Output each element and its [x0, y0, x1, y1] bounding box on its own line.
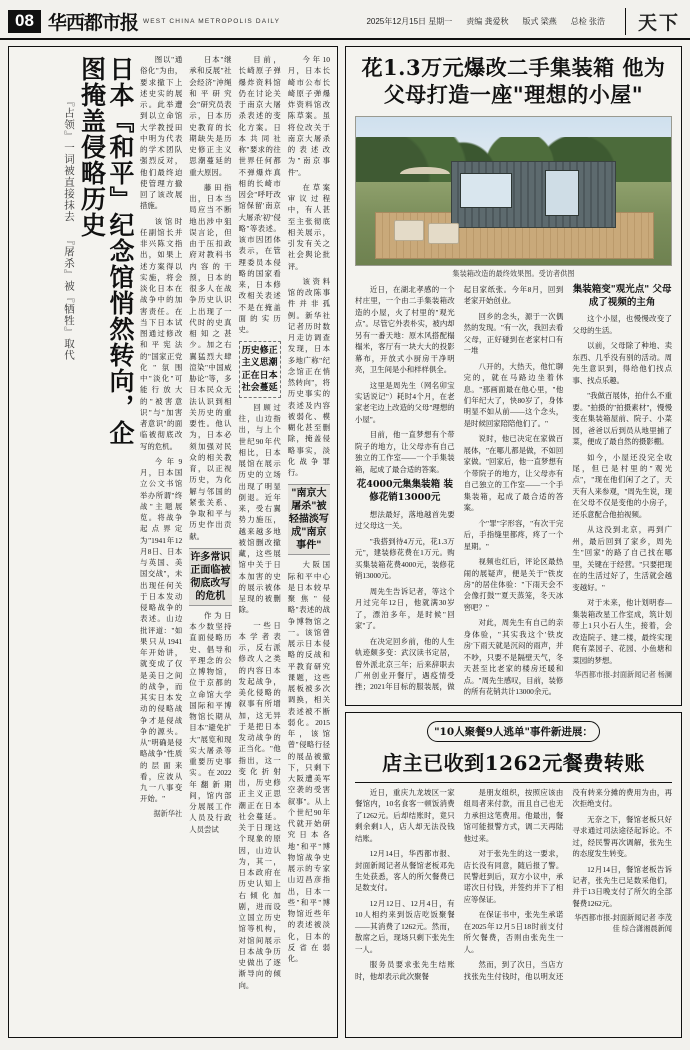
paragraph: 以前，父母除了种地、卖东西、几乎没有别的活动。周先生意识到，得给他们找点事、找点乐趣。	[572, 341, 672, 385]
paragraph: 服务员要求张先生结账时，他却表示此次聚餐	[355, 960, 455, 981]
paragraph: 回顾过往，山边指出，与上个世纪90年代相比，日本展馆在展示历史的立场出现了明显倒退。近年来，受右翼势力施压，越来越多地被馆删改撤藏，这些展馆中关于日本加害的史的展示被体呈现的被删除。	[238, 402, 281, 615]
paper-name: 华西都市报	[47, 11, 138, 34]
paragraph: 近日，在湖北孝感的一个村庄里，一个由二手集装箱改造的小屋，火了村里的"观光点"。尽管它外表朴实，被内却另有一番天地：原木风搭配榻榻米，客厅有一块大大的投影幕布，开放式小厨房干净明亮，卫生间是小和样样俱全。	[355, 284, 455, 375]
paragraph: 目前，他一直梦想有个带院子的地方，让父母亦有自己独立的工作室——一个手集装箱，起成了最合适的答案。	[355, 430, 455, 474]
paragraph: 今年9月，日本国立公文书馆举办所谓"终战"主题展览。将战争起点界定为"1941年12月8日、日本与英国、美国交战"，未出现任何关于日本发动侵略战争的表述。山边批评道："如果只从1941年开始讲，就变成了仅是美日之间的战争，而其实日本发动的侵略战争才是侵战争的源头。从"明确是侵略战争"性质的层面来看，应波从九一八事变开始。"	[140, 456, 183, 804]
paragraph: "我做百展体，拍什么不重要。"拍摄的"拍摄素材"，慢慢变在集装箱屋前、院子、小菜园，爸爸以后到员从地里捕了菜，便成了最自然的摄影棚。	[572, 391, 672, 447]
paragraph: 是朋友组织，按照应该由组局者来付款，而且自己也无力承担这笔费用。他最出，餐馆可能报警方式，调二天再陆他过来。	[463, 787, 564, 843]
paragraph: "我搭到待4万元，花1.3万元"，建装修花费在1万元。购买集装箱花费4000元，装修花销13000元。	[355, 536, 455, 581]
left-feature-title: 日本『和平』纪念馆悄然转向，企图掩盖侵略历史	[77, 56, 135, 446]
vertical-headline-group	[16, 54, 134, 1033]
dine-and-dash-body	[355, 787, 672, 983]
photo-lounge-chair	[394, 220, 424, 241]
masthead-meta	[366, 8, 680, 35]
paragraph: 想法最好，落地越首先要过父母这一关。	[355, 509, 455, 531]
paragraph: 这里是周先生（网名卯宝实话说记"）耗时4个月，在老家老宅边上改造的父母"理想的小屋"。	[355, 380, 455, 424]
publish-date: 2025年12月15日 星期一	[366, 16, 453, 26]
left-feature-byline: 据新华社	[153, 809, 183, 818]
paragraph: 大阪国际和平中心是日本较早聚焦"侵略"表述的战争博物馆之一。该馆曾展示日本侵略的反战和平教育研究课题，这些展板被多次调换，相关表述被不断弱化。2015年，该馆曾"侵略行径的展品被撤下，只剩下大阪遭美军空袭的受害叙事"。从上个世纪90年代就开始研究日本各地"和平"博物馆战争史展示的专家山辺昌彦指出，日本一些"和平"博物馆近些年的表述被淡化，日本的反省在弱化。	[287, 560, 330, 963]
proof-credit: 总检 张浩	[570, 16, 605, 26]
paragraph: 日本"继承和反展"社会经济"沖绳和平研究会"研究员表示，日本历史教育的长期缺失是历史修正主义思潮蔓延的重大原因。	[189, 55, 232, 177]
paragraph: 在决定回乡前，他的人生轨迹颇多变：武汉读书定居，曾外派北京三年；后来辞职去广州创业开餐厅，遇疫情受挫；2021年目标的服装展，做起目家纸张。今年8月，回到老家开始创业。	[355, 284, 564, 692]
layout-credit: 版式 梁燕	[522, 16, 557, 26]
masthead	[0, 0, 690, 40]
paragraph: 从这没到北京，再到广州，最后回到了家乡，周先生"回家"的路了自己找在哪里，关键在于经营。"只要把现在的生活过好了，生活就会越变越好。"	[572, 525, 672, 592]
left-column-4	[140, 54, 182, 1033]
section-title: 天下	[625, 8, 680, 35]
editor-credit: 责编 龚爱秋	[466, 16, 509, 26]
left-column-1	[288, 54, 330, 1033]
dine-and-dash-kicker-wrap	[355, 721, 672, 747]
paragraph: 今年10月，日本长崎市公布长崎原子弹爆炸资料馆改陈草案。虽将位改关于南京大屠杀的表述改为"南京事件"。	[287, 55, 330, 177]
photo-caption: 集装箱改造的最终效果图。受访者供图	[452, 269, 575, 278]
paragraph: 说时，他已决定在家做百展体，"在哪儿都是做，不如回家做。"回家后，他一直梦想有个带院子的地方，让父母亦有自己独立的工作室——一个手集装箱，起成了最合适的答案。	[463, 434, 564, 513]
paragraph: 然而，到了次日，当店方找张先生付钱时，他以明友还没有转来分摊的费用为由，再次拒绝支付。	[463, 787, 672, 981]
paragraph: 目前，长崎原子弹爆炸资料馆仍在讨论关于南京大屠杀表述的变化方案。日本共同社称"要求的往世界任何都不弹爆炸真相的长崎市因会"呼吁改馆保留'南京大屠杀'初"侵略"等表述。该市因团体表示，在管理委员本侵略的国家看来，日本修改相关表述不是在掩盖面的实历史。	[238, 55, 281, 334]
paragraph: 如今，小屋还没完全收尾，但已是村里的"观光点"，"现在他们闲了之了，天天有人来参观，"周先生说，现在父母不仅是变他的小房子，还乐意配合他拍视频。	[572, 452, 672, 519]
container-house-byline: 华西都市报-封面新闻记者 杨澜	[574, 670, 672, 679]
paragraph: 周先生告诉记者，等这个月过完年12日，他就满30岁了，漂泊多年，是时候"回家"了。	[355, 586, 455, 631]
paragraph: 无奈之下，餐馆老板只好寻求通过司法途径起诉论。不过，经民警再次调解，张先生的态度发生转变。	[572, 814, 672, 859]
container-house-subhead-1: 花4000元集集装箱 装修花销13000元	[356, 479, 453, 504]
paragraph: 作为日本少数坚持直面侵略历史、倡导和平理念的公立博物馆，位于京都的立命馆大学国际和平博物馆长期从目本"避免扩大"展览和现实大屠杀等重要历史事实。在2022年翻新期间，馆内部分展展工作人员及行政人员尝试	[189, 610, 232, 834]
paper-name-english: WEST CHINA METROPOLIS DAILY	[142, 17, 281, 25]
left-subhead-1: "南京大屠杀"被轻描淡写成"南京事件"	[288, 484, 330, 555]
paragraph: 在保证书中，张先生承诺在2025年12月5日18时前支付所欠餐费，否则由张先生一人。	[463, 910, 564, 954]
dine-and-dash-kicker: "10人聚餐9人逃单"事件新进展：	[427, 721, 600, 742]
paragraph: 这个小屋，也慢慢改变了父母的生活。	[572, 314, 672, 335]
left-feature-columns	[140, 54, 330, 1033]
paragraph: 图以"通俗化"为由，要求撤下上述史实的展示。此举遭到以立命馆大学教授田中明为代表的学术团队强烈反对，他们最终迫使管理方撤回了该改展措施。	[140, 55, 183, 211]
left-column-3	[189, 54, 231, 1033]
paragraph: 12月14日，华西都市报、封面新闻记者从餐馆老板邓先生处获悉，客人的所欠餐费已足数支付。	[355, 849, 455, 893]
container-house-article	[345, 46, 682, 706]
left-feature-subtitle: 『占领』一词被直接抹去 『屠杀』被『牺牲』取代	[63, 96, 74, 361]
paragraph: 该馆时任副馆长并非兴陈文指出，如果上述方案得以实施，将会淡化日本在战争中的加害责任。在当下日本试图通过修改和平宪法的"国家正党化"氛围中"淡化"可能行放大的"被害意识"与"加害者意识"的面临被彻底改写的危机。	[140, 216, 183, 451]
right-column	[345, 46, 682, 1038]
divider	[355, 782, 672, 783]
container-house-photo	[355, 116, 672, 266]
dine-and-dash-title: 店主已收到1262元餐费转账	[382, 750, 645, 775]
paragraph: 藤田指出，日本当局应当不断地出涉中狙误言论，但由于压扣政府对教科书内容的干预，日本的很多人在战争历史认识上出现了一代时的史真相知之甚少。加之右翼猛烈大肆渲染"中国威胁论"等，多日本民众无法认识到相关历史的重要性。他认为，日本必须加强对民众的相关教育，以正视历史，为化解与邻国的紧张关系、争取和平与历史作出贡献。	[189, 182, 232, 541]
photo-window	[460, 173, 512, 208]
paragraph: 近日，重庆九龙坡区一家餐馆内，10名食客一顿饭消费了1262元。后却结账时，竟只剩余剩1人，店人却无法没钱结账。	[355, 787, 455, 843]
left-subhead-3: 许多常识正面临被彻底改写的危机	[189, 548, 231, 606]
left-column-2	[239, 54, 281, 1033]
paragraph: 对于张先生的这一要求，店长没有同意，随后报了警。民警赶到后，双方小议中，承诺次日付钱，并签约并下了相应等保证。	[463, 849, 564, 904]
container-house-subhead-2: 集装箱变"观光点" 父母成了视频的主角	[572, 283, 672, 308]
photo-umbrella	[400, 167, 450, 174]
container-house-title: 花1.3万元爆改二手集装箱 他为父母打造一座"理想的小屋"	[361, 55, 666, 107]
dine-and-dash-article	[345, 712, 682, 1038]
page-body	[0, 40, 690, 1046]
page-number: 08	[8, 10, 41, 33]
photo-door	[545, 170, 579, 216]
paragraph: 12月14日，餐馆老板告诉记者，张先生已足数采他们，并于13日晚支付了所欠的全部餐费1262元。	[572, 864, 672, 908]
left-subhead-2: 历史修正主义思潮正在日本社会蔓延	[239, 341, 281, 398]
left-feature-article	[8, 46, 338, 1038]
paragraph: 对于未来，他计划明春—集装箱改星工作室成，筑计划带上1只小石人生，接着，会改造院子、建二楼，最终实现爬有菜园子、花园、小鱼塘和菜园的梦想。	[572, 598, 672, 665]
paragraph: 对此，周先生有自己的亲身体验，"其实我这个'铁皮房'下雨天就是沉闷的雨声，并不吵，只要不是隔壁天气，冬天甚至比老家的楼房还暖和点。"周先生感叹，目前，装修的所有花销共计13000余元。	[463, 618, 564, 697]
paragraph: 八开的，大热天，他忙聊完的，就在马路边坐着休息。"那画面最在他心里，"他们年纪大了，快80岁了，身体明显不如从前——这个念头，是时候回家陪陪他们了。"	[463, 361, 564, 428]
photo-lounge-chair	[428, 223, 458, 244]
paragraph: 12月12日、12月4日，有10人相约来到饭店吃饭聚餐——其消费了1262元。然而，散席之后，现场只剩下张先生一人。	[355, 898, 455, 954]
container-house-body	[355, 284, 672, 698]
dine-and-dash-byline: 华西都市报-封面新闻记者 李茂佳 综合潇湘晨新闻	[574, 914, 672, 934]
paragraph: 一些日本学者表示，反右派修改人之类的内容日本发起战争，美化侵略的叙事有所增加，这无异于是把日本发动战争的正当化。"他指出，这一变化折射出，历史修正主义正思潮正在日本社会蔓延。关于日现这个现象的原因，山边认为，其一，日本政府在历史认知上右倾化加剧，进而设立国立历史馆等机构，对馆间展示日本战争历史做出了逐渐导向的倾向。	[238, 620, 281, 990]
paragraph: 视频也红后，评论区最热闹的展疑声，便是关于"铁皮房"的居住体验："下雨天会不会像打鼓""夏天蒸笼，冬天冰窖吧？"	[463, 557, 564, 612]
paragraph: 个"罪"字形容，"有次干完后，手指缝里都疼，疼了一个星期。"	[463, 518, 564, 551]
paragraph: 回乡的念头，源于一次偶然的发现。"有一次，我回去看父母，正好碰到在老家村口有一堆	[463, 311, 564, 356]
paragraph: 在草案审议过程中，有人甚至主张彻底相关展示，引发有关之社会舆论批评。	[287, 182, 330, 271]
paragraph: 该资料馆的改陈事件并非孤例。新华社记者历时数月走访调查发现，日本多地广称"纪念馆正在悄然转向"，将历史事实的表述及内容被弱化、模糊化甚至删除，掩盖侵略事实，淡化战争罪行。	[287, 276, 330, 477]
